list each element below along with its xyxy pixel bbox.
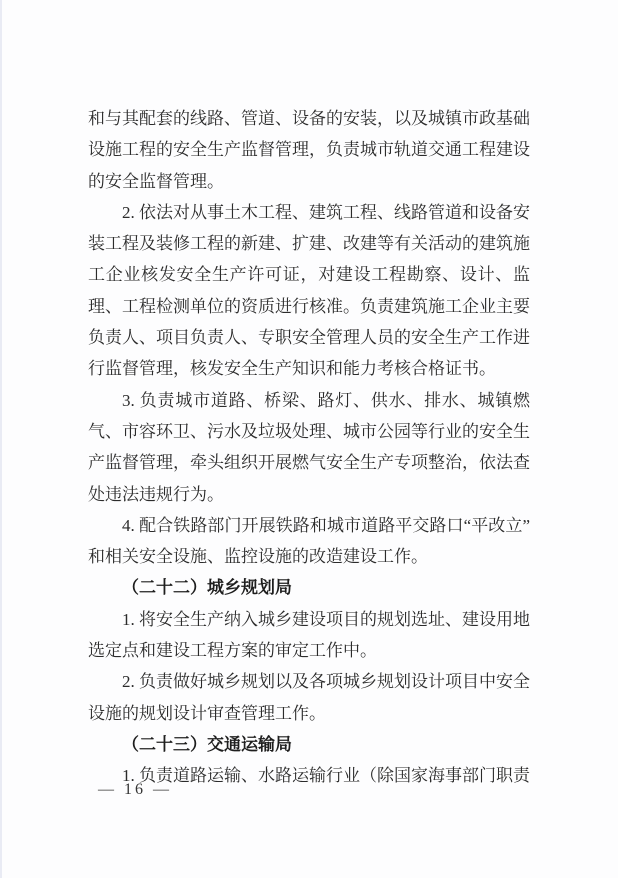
document-text-block: [88, 103, 530, 792]
page-number: — 16 —: [98, 781, 172, 798]
numbered-item-2-construction: 2. 依法对从事土木工程、建筑工程、线路管道和设备安装工程及装修工程的新建、扩建、改建等有关活动的建筑施工企业核发安全生产许可证，对建设工程勘察、设计、监理、工程检测单位的资质进行核准。负责建筑施工企业主要负责人、项目负责人、专职安全管理人员的安全生产工作进行监督管理，核发安全生产知识和能力考核合格证书。: [88, 202, 530, 379]
paragraph-continuation: 和与其配套的线路、管道、设备的安装，以及城镇市政基础设施工程的安全生产监督管理，负责城市轨道交通工程建设的安全监督管理。: [88, 109, 530, 191]
scan-edge-artifact: [0, 0, 2, 878]
numbered-item-3-construction: 3. 负责城市道路、桥梁、路灯、供水、排水、城镇燃气、市容环卫、污水及垃圾处理、城市公园等行业的安全生产监督管理，牵头组织开展燃气安全生产专项整治，依法查处违法违规行为。: [88, 390, 530, 504]
numbered-item-4-construction: 4. 配合铁路部门开展铁路和城市道路平交路口“平改立”和相关安全设施、监控设施的改造建设工作。: [88, 515, 530, 567]
numbered-item-2-planning: 2. 负责做好城乡规划以及各项城乡规划设计项目中安全设施的规划设计审查管理工作。: [88, 672, 530, 723]
numbered-item-1-planning: 1. 将安全生产纳入城乡建设项目的规划选址、建设用地选定点和建设工程方案的审定工作中。: [88, 609, 530, 661]
section-heading-urban-rural-planning-bureau: （二十二）城乡规划局: [122, 578, 292, 598]
section-heading-transportation-bureau: （二十三）交通运输局: [122, 734, 292, 754]
numbered-item-1-transportation: 1. 负责道路运输、水路运输行业（除国家海事部门职责: [122, 766, 530, 786]
